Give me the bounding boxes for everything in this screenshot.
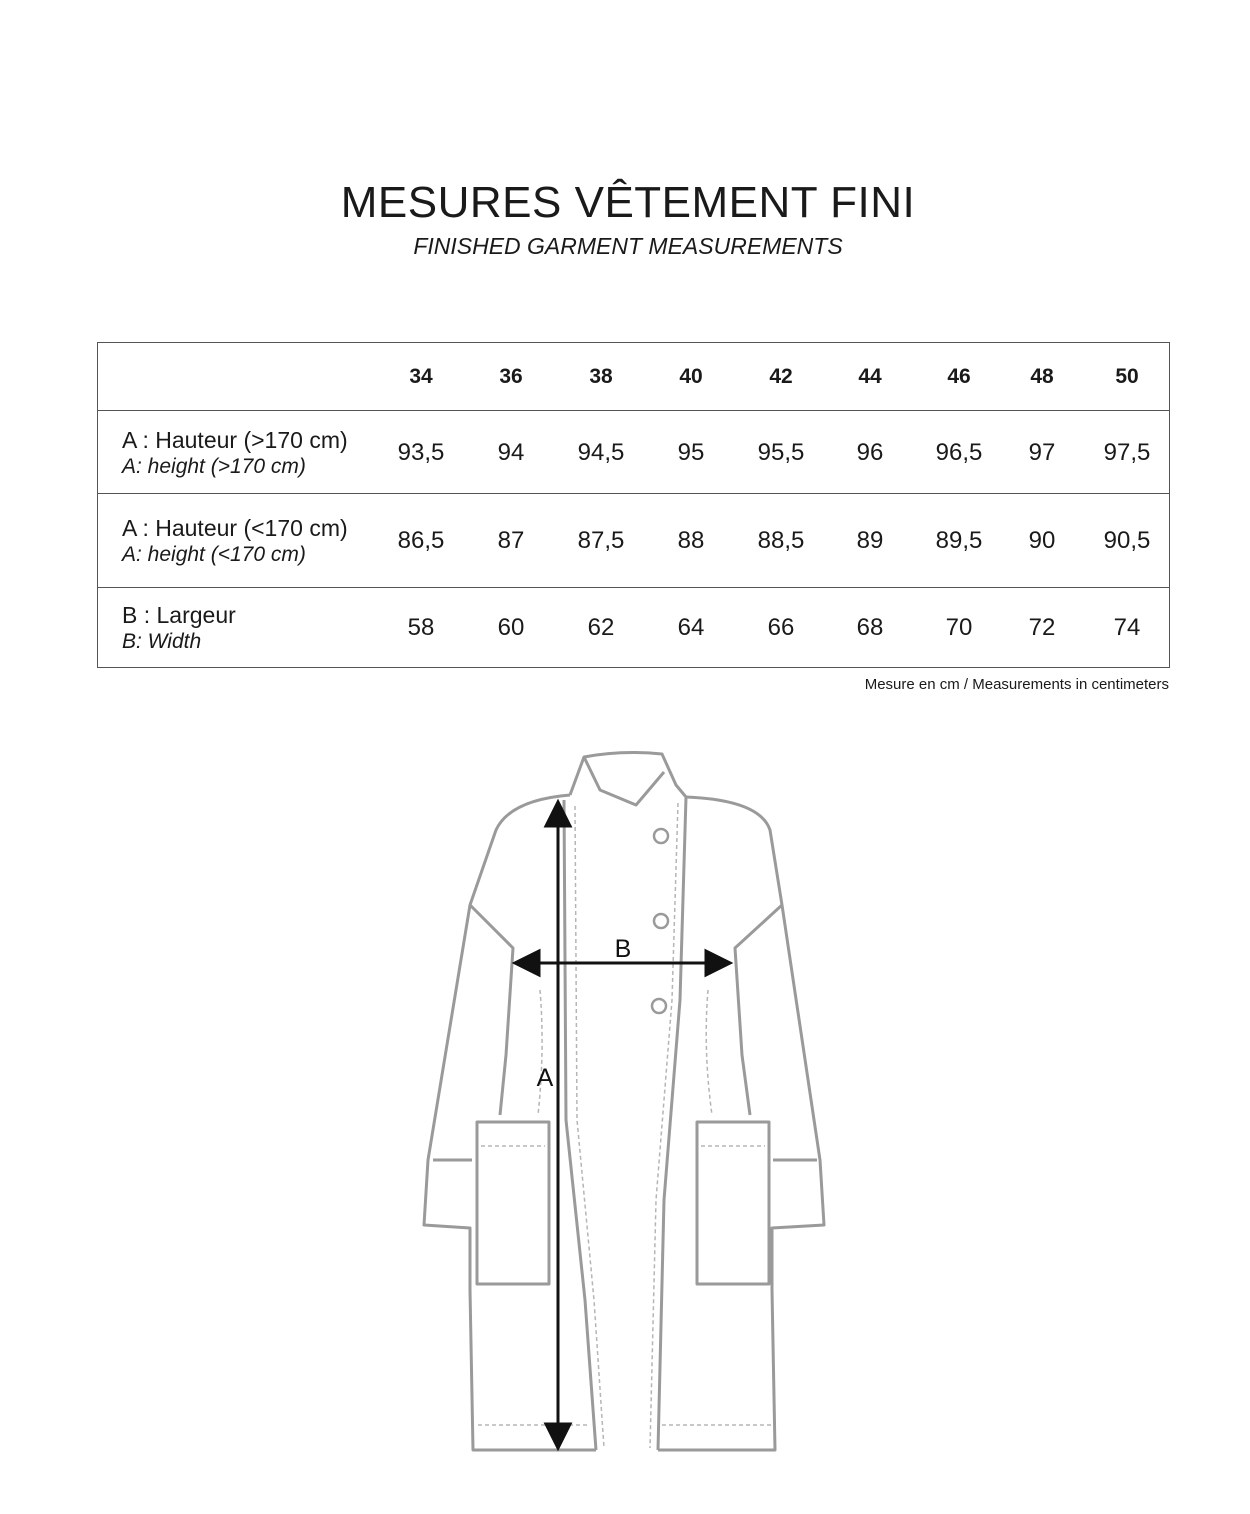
table-cell: 86,5 xyxy=(397,527,445,554)
page-title: MESURES VÊTEMENT FINI xyxy=(340,178,916,227)
row-label-en: A: height (>170 cm) xyxy=(122,454,306,478)
table-cell: 70 xyxy=(945,614,973,641)
table-cell: 96,5 xyxy=(935,438,983,466)
table-cell: 94,5 xyxy=(577,438,625,466)
table-cell: 66 xyxy=(767,614,795,641)
row-label-en: A: height (<170 cm) xyxy=(122,543,306,566)
coat-buttons xyxy=(652,829,668,1013)
size-header: 46 xyxy=(947,364,971,388)
table-cell: 94 xyxy=(497,438,525,466)
table-cell: 60 xyxy=(497,614,525,641)
table-cell: 97 xyxy=(1028,438,1056,466)
size-header: 48 xyxy=(1030,364,1054,388)
table-cell: 87,5 xyxy=(577,527,625,554)
button xyxy=(654,914,668,928)
left-sleeve-seam xyxy=(470,905,513,1115)
size-header: 34 xyxy=(409,364,433,388)
table-cell: 89,5 xyxy=(935,527,983,554)
table-cell: 88,5 xyxy=(757,527,805,554)
table-cell: 72 xyxy=(1028,614,1056,641)
right-dart xyxy=(706,990,712,1115)
table-cell: 90 xyxy=(1028,527,1056,554)
table-cell: 95 xyxy=(677,438,705,466)
table-row xyxy=(98,410,1169,494)
row-label xyxy=(122,411,348,494)
size-header: 36 xyxy=(499,364,523,388)
row-label xyxy=(122,588,236,668)
table-row xyxy=(98,493,1169,588)
table-cell: 58 xyxy=(407,614,435,641)
size-header: 44 xyxy=(858,364,882,388)
coat-outline xyxy=(424,753,824,1450)
page-subtitle: FINISHED GARMENT MEASUREMENTS xyxy=(413,233,843,259)
front-stitch-right xyxy=(650,803,678,1448)
table-cell: 64 xyxy=(677,614,705,641)
table-cell: 74 xyxy=(1113,614,1141,641)
table-header-row xyxy=(98,343,1169,410)
table-cell: 68 xyxy=(856,614,884,641)
row-label xyxy=(122,494,348,588)
row-label-en: B: Width xyxy=(122,630,202,653)
height-arrow-bottom xyxy=(546,1424,570,1448)
table-cell: 90,5 xyxy=(1103,527,1151,554)
measure-label-a: A xyxy=(536,1064,554,1092)
width-arrow-right xyxy=(706,951,730,975)
table-cell: 62 xyxy=(587,614,615,641)
table-cell: 88 xyxy=(677,527,705,554)
size-header: 40 xyxy=(679,364,703,388)
table-cell: 95,5 xyxy=(757,438,805,466)
coat-diagram xyxy=(400,745,850,1465)
table-cell: 93,5 xyxy=(397,438,445,466)
width-arrow-left xyxy=(515,951,539,975)
units-note: Mesure en cm / Measurements in centimeters xyxy=(864,676,1169,693)
row-label-fr: A : Hauteur (<170 cm) xyxy=(122,515,348,541)
left-dart xyxy=(538,990,542,1115)
button xyxy=(654,829,668,843)
size-header: 42 xyxy=(769,364,793,388)
collar-fold xyxy=(584,757,664,805)
table-row xyxy=(98,587,1169,668)
stitch-lines xyxy=(478,803,772,1448)
collar-outline xyxy=(570,753,686,797)
table-cell: 96 xyxy=(856,438,884,466)
measurement-table xyxy=(97,342,1170,668)
size-header: 50 xyxy=(1115,364,1139,388)
table-cell: 89 xyxy=(856,527,884,554)
size-header: 38 xyxy=(589,364,613,388)
front-edge-right xyxy=(658,797,686,1450)
row-label-fr: A : Hauteur (>170 cm) xyxy=(122,426,348,453)
table-cell: 87 xyxy=(497,527,525,554)
right-sleeve-seam xyxy=(735,905,782,1115)
front-edge-left xyxy=(564,800,596,1450)
table-cell: 97,5 xyxy=(1103,438,1151,466)
button xyxy=(652,999,666,1013)
row-label-fr: B : Largeur xyxy=(122,602,236,628)
height-arrow-top xyxy=(546,802,570,826)
measure-label-b: B xyxy=(614,935,632,963)
